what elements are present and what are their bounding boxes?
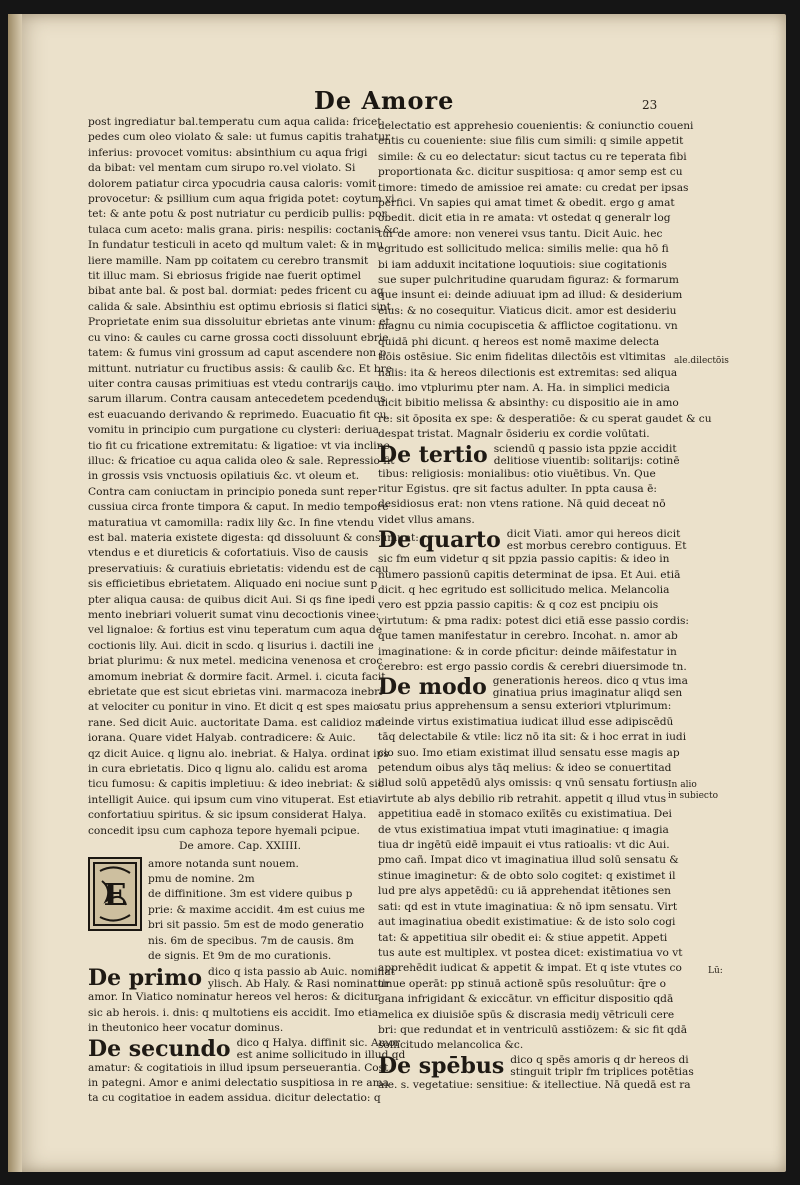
section-quarto-text xyxy=(378,552,689,675)
text-line: aut imaginatiua obedit existimatiue: & de isto solo cogi xyxy=(378,916,676,929)
text-line: bri: que redundat et in ventriculū asstiōzem: & sic fit qdā xyxy=(378,1023,688,1036)
heading-tail-line: est anime sollicitudo in illud qd xyxy=(236,1048,406,1061)
text-line: briat plurimu: & nux metel. medicina venenosa et croc xyxy=(88,655,383,668)
margin-note: In alio xyxy=(668,780,697,790)
text-line: nalis: ita & hereos dilectionis est extremitas: sed aliqua xyxy=(378,366,678,379)
text-line: sollicitudo melancolica &c. xyxy=(378,1039,524,1052)
text-line: timore: timedo de amissioe rei amate: cu credat per ipsas xyxy=(378,181,689,194)
section-heading: De primo xyxy=(88,965,203,992)
text-line: videt vllus amans. xyxy=(378,513,475,526)
text-line: confortatiuu spiritus. & sic ipsum considerat Halya. xyxy=(88,809,367,822)
text-line: pter aliqua causa: de quibus dicit Aui. Si qs fine ipedi xyxy=(88,593,376,606)
text-line: in theutonico heer vocatur dominus. xyxy=(88,1022,284,1035)
text-line: appetitiua eadē in stomaco exiītēs cu existimatiua. Dei xyxy=(378,808,672,821)
chapter-caption: De amore. Cap. XXIIII. xyxy=(178,840,302,853)
text-line: tat: & appetitiua silr obedit ei: & stiue appetit. Appeti xyxy=(378,931,668,944)
text-line: cu vino: & caules cu carne grossa cocti dissoluunt ebrie xyxy=(88,331,389,344)
heading-tail-line: ylisch. Ab Haly. & Rasi nominatur xyxy=(208,978,390,991)
text-line: tiua dr ingētū eidē impauit ei vtus ratioalis: vt dic Aui. xyxy=(378,839,670,852)
page-gutter xyxy=(8,14,22,1172)
text-line: lud pre alys appetēdū: cu iā apprehendat itētiones sen xyxy=(378,885,671,898)
text-line: despat tristat. Magnalr ōsideriu ex cordie volūtati. xyxy=(378,428,650,441)
text-line: egritudo est sollicitudo melica: similis melie: qua hō fi xyxy=(378,243,669,256)
text-line: rane. Sed dicit Auic. auctoritate Dama. est calidioz ma xyxy=(88,716,382,729)
text-line: tur de amore: non venerei vsus tantu. Dicit Auic. hec xyxy=(378,227,663,240)
initial-block xyxy=(88,857,372,965)
heading-tail-line: dicit Viati. amor qui hereos dicit xyxy=(506,528,681,541)
text-line: vel lignaloe: & fortius est vinu teperatum cum aqua de xyxy=(88,624,383,637)
text-line: calida & sale. Absinthiu est optimu ebriosis si flatici sint. xyxy=(88,300,395,313)
text-line: cerebro: est ergo passio cordis & cerebri diuersimode tn. xyxy=(378,661,687,673)
text-line: prie: & maxime accidit. 4m est cuius me xyxy=(148,903,365,916)
text-line: dicit. q hec egritudo est sollicitudo melica. Melancolia xyxy=(378,583,670,596)
text-line: de diffinitione. 3m est videre quibus p xyxy=(148,888,353,901)
heading-tail-line: dico q spēs amoris q dr hereos di xyxy=(510,1053,689,1066)
section-primo-heading xyxy=(88,965,395,992)
text-line: amore notanda sunt nouem. xyxy=(148,857,299,870)
text-line: ta cu cogitatioe in eadem assidua. dicitur delectatio: q xyxy=(88,1092,381,1105)
text-line: de signis. Et 9m de mo curationis. xyxy=(148,949,332,962)
text-line: vtendus e et diureticis & cofortatiuis. Viso de causis xyxy=(88,547,369,560)
text-line: aie. s. vegetatiue: sensitiue: & itellectiue. Nā quedā est ra xyxy=(378,1078,691,1091)
text-line: post ingrediatur bal.temperatu cum aqua calida: fricet xyxy=(88,116,382,128)
initial-text xyxy=(148,857,372,965)
section-tertio-text xyxy=(378,467,678,529)
text-line: concedit ipsu cum caphoza tepore hyemali pcipue. xyxy=(88,824,360,837)
text-line: satu prius apprehensum a sensu exteriori vtplurimum: xyxy=(378,700,672,713)
text-line: amatur: & cogitatiois in illud ipsum perseuerantia. Cost. xyxy=(88,1061,392,1074)
heading-tail-line: dico q Halya. diffinit sic. Amor xyxy=(236,1036,401,1049)
text-line: maturatiua vt camomilla: radix lily &c. In fine vtendu xyxy=(88,516,375,529)
text-line: tus aute est multiplex. vt postea dicet: existimatiua vo vt xyxy=(378,946,683,959)
text-line: tāq delectabile & vtile: licz nō ita sit: & i hoc errat in iudi xyxy=(378,731,687,744)
text-line: cio suo. Imo etiam existimat illud sensatu esse magis ap xyxy=(378,746,680,759)
section-tertio-heading xyxy=(378,443,678,467)
section-quarto-heading xyxy=(378,527,687,554)
text-line: tet: & ante potu & post nutriatur cu perdicib pullis: por xyxy=(88,208,387,221)
heading-tail-line: est morbus cerebro contiguus. Et xyxy=(506,540,687,553)
text-line: sarum illarum. Contra causam antecedetem pcedendus xyxy=(88,393,386,406)
text-line: bi iam adduxit incitatione loquutiois: siue cogitationis xyxy=(378,258,667,271)
text-line: tinue operāt: pp stinuā actionē spūs resoluūtur: q̄re o xyxy=(378,977,666,990)
heading-tail-line: ginatiua prius imaginatur aliqd sen xyxy=(492,687,683,700)
section-specibus-text xyxy=(378,1078,691,1093)
text-line: in cura ebrietatis. Dico q lignu alo. calidu est aroma xyxy=(88,763,368,776)
text-line: imaginatione: & in corde pficitur: deinde māifestatur in xyxy=(378,645,677,658)
text-line: re: sit ōposita ex spe: & desperatiōe: & cu sperat gaudet & cu xyxy=(378,412,712,425)
text-line: tiōis ostēsiue. Sic enim fidelitas dilectōis est vltimitas xyxy=(378,351,666,364)
text-line: tio fit cu fricatione extremitatu: & ligatioe: vt via incline xyxy=(88,439,390,452)
text-line: gana infrigidant & exiccātur. vn efficitur dispositio qdā xyxy=(378,993,674,1006)
text-line: obedit. dicit etia in re amata: vt ostedat q generalr log xyxy=(378,212,671,225)
text-line: In fundatur testiculi in aceto qd multum valet: & in mu xyxy=(88,239,384,252)
text-line: provocetur: & psillium cum aqua frigida potet: coytum vi xyxy=(88,193,395,206)
page-title: De Amore xyxy=(314,86,455,115)
text-line: tulaca cum aceto: malis grana. piris: nespilis: coctanis &c. xyxy=(88,223,403,236)
text-line: sic fm eum videtur q sit ppzia passio capitis: & ideo in xyxy=(378,553,670,566)
text-line: eius: & no cosequitur. Viaticus dicit. amor est desideriu xyxy=(378,304,677,317)
heading-tail-line: sciendū q passio ista ppzie accidit xyxy=(493,442,677,455)
text-line: mento inebriari voluerit sumat vinu decoctionis vinee: xyxy=(88,609,380,621)
section-heading: De secundo xyxy=(88,1035,231,1062)
section-secundo-heading xyxy=(88,1035,406,1062)
text-line: amomum inebriat & dormire facit. Armel. i. cicuta facit xyxy=(88,670,386,683)
text-line: simile: & cu eo delectatur: sicut tactus cu re teperata fibi xyxy=(378,150,687,163)
text-line: pmo cañ. Impat dico vt imaginatiua illud solū sensatu & xyxy=(378,854,679,867)
section-heading: De tertio xyxy=(378,441,488,468)
text-line: amor. In Viatico nominatur hereos vel heros: & dicitur xyxy=(88,991,380,1004)
text-line: apprehēdit iudicat & appetit & impat. Et q iste vtutes co xyxy=(378,962,682,975)
text-line: ticu fumosu: & capitis impletiuu: & ideo inebriat: & sic xyxy=(88,778,384,791)
text-line: da bibat: vel mentam cum sirupo ro.vel violato. Si xyxy=(88,162,356,175)
section-secundo-text xyxy=(88,1061,392,1107)
text-line: petendum oibus alys tāq melius: & ideo se conuertitad xyxy=(378,762,672,775)
text-line: quidā phi dicunt. q hereos est nomē maxime delecta xyxy=(378,335,660,348)
text-line: qz dicit Auice. q lignu alo. inebriat. & Halya. ordinat ips xyxy=(88,747,389,760)
text-line: illuc: & fricatioe cu aqua calida oleo & sale. Repressio fit xyxy=(88,454,395,467)
text-line: vomitu in principio cum purgatione cu clysteri: deriua xyxy=(88,424,379,437)
text-line: pedes cum oleo violato & sale: ut fumus capitis trahatur xyxy=(88,131,391,144)
text-line: que insunt ei: deinde adiuuat ipm ad illud: & desiderium xyxy=(378,289,683,302)
text-line: ebrietate que est sicut ebrietas vini. marmacoza inebri xyxy=(88,686,383,699)
text-line: preservatiuis: & curatiuis ebrietatis: videndu est de cau xyxy=(88,562,389,575)
text-line: magnu cu nimia cocupiscetia & afflictoe cogitationu. vn xyxy=(378,320,678,333)
svg-text:E: E xyxy=(103,877,127,913)
text-line: perfici. Vn sapies qui amat timet & obedit. ergo g amat xyxy=(378,197,675,210)
text-line: stinue imaginetur: & de obto solo cogitet: q existimet il xyxy=(378,869,676,882)
heading-tail-line: dico q ista passio ab Auic. nominat xyxy=(208,966,395,979)
text-line: pmu de nomine. 2m xyxy=(148,872,255,885)
text-line: ritur Egistus. qre sit factus adulter. In ppta causa ē: xyxy=(378,482,657,495)
text-line: intelligit Auice. qui ipsum cum vino vituperat. Est etia xyxy=(88,793,379,806)
text-line: sis efficietibus ebrietatem. Aliquado eni nociue sunt p xyxy=(88,578,378,591)
text-line: dolorem patiatur circa ypocudria causa caloris: vomit xyxy=(88,177,377,190)
text-line: tit illuc mam. Si ebriosus frigide nae fuerit optimel xyxy=(88,270,361,283)
initial-ornament-icon xyxy=(92,861,138,927)
text-line: uiter contra causas primitiuas est vtedu contrarijs cau xyxy=(88,377,381,390)
section-modo-heading xyxy=(378,674,688,701)
text-line: est bal. materia existete digesta: qd dissoluunt & consumunt: xyxy=(88,531,419,544)
heading-tail-line: delitiose viuentib: solitarijs: cotinē xyxy=(493,454,680,467)
heading-tail-line: generationis hereos. dico q vtus ima xyxy=(492,675,688,688)
margin-note: Lū: xyxy=(708,966,723,976)
section-heading: De modo xyxy=(378,674,487,701)
text-line: in pategni. Amor e animi delectatio suspitiosa in re ama xyxy=(88,1076,389,1089)
text-line: illud solū appetēdū alys omissis: q vnū sensatu fortius xyxy=(378,777,669,790)
text-line: entis cu coueniente: siue filis cum simili: q simile appetit xyxy=(378,135,684,148)
text-line: do. imo vtplurimu pter nam. A. Ha. in simplici medicia xyxy=(378,381,670,394)
text-line: tatem: & fumus vini grossum ad caput ascendere non p xyxy=(88,347,387,360)
text-line: vero est ppzia passio capitis: & q coz est pncipiu ois xyxy=(378,599,659,612)
text-line: cussiua circa fronte timpora & caput. In medio tempore xyxy=(88,501,389,514)
text-line: de vtus existimatiua impat vtuti imaginatiue: q imagia xyxy=(378,823,669,836)
section-primo-text xyxy=(88,990,380,1036)
section-specibus-heading xyxy=(378,1052,694,1079)
text-line: virtute ab alys debilio rib retrahit. appetit q illud vtus xyxy=(378,792,667,805)
text-line: bibat ante bal. & post bal. dormiat: pedes fricent cu aq xyxy=(88,285,384,298)
page-number: 23 xyxy=(642,98,658,112)
heading-tail-line: stinguit triplr fm triplices potētias xyxy=(510,1065,694,1078)
text-line: numero passionū capitis determinat de ipsa. Et Aui. etiā xyxy=(378,568,681,581)
text-line: tibus: religiosis: monialibus: otio viuētibus. Vn. Que xyxy=(378,467,656,480)
text-line: dicit bibitio melissa & absinthy: cu dispositio aie in amo xyxy=(378,397,679,410)
text-line: iorana. Quare videt Halyab. contradicere: & Auic. xyxy=(88,732,356,745)
text-line: sic ab herois. i. dnis: q multotiens eis accidit. Imo etia xyxy=(88,1006,379,1019)
left-column-text xyxy=(88,115,419,839)
text-line: melica ex diuisiōe spūs & discrasia mediȷ vētriculi cere xyxy=(378,1008,675,1021)
text-line: delectatio est apprehesio couenientis: & coniunctio coueni xyxy=(378,120,694,132)
text-line: est euacuando derivando & reprimedo. Euacuatio fit cu xyxy=(88,408,387,421)
text-line: inferius: provocet vomitus: absinthium cu aqua frigi xyxy=(88,146,368,159)
text-line: in grossis vsis vnctuosis opilatiuis &c. vt oleum et. xyxy=(88,470,360,483)
book-page xyxy=(8,14,786,1172)
section-heading: De quarto xyxy=(378,527,501,554)
text-line: virtutum: & pma radix: potest dici etiā esse passio cordis: xyxy=(378,614,689,627)
margin-note: in subiecto xyxy=(668,791,718,801)
decorated-initial xyxy=(88,857,142,931)
text-line: desidiosus erat: non vtens ratione. Nā quid deceat nō xyxy=(378,498,666,511)
text-line: Contra cam coniuctam in principio poneda sunt reper xyxy=(88,485,377,498)
margin-note: ale.dilectōis xyxy=(674,356,729,366)
text-line: deinde virtus existimatiua iudicat illud esse adipiscēdū xyxy=(378,715,674,728)
section-heading: De spēbus xyxy=(378,1052,505,1079)
text-line: bri sit passio. 5m est de modo generatio xyxy=(148,919,364,932)
text-line: sue super pulchritudine quarudam figuraz: & formarum xyxy=(378,274,679,287)
left-column xyxy=(88,115,419,1107)
text-line: at velociter cu ponitur in vino. Et dicit q est spes maio xyxy=(88,701,380,714)
text-line: liere mamille. Nam pp coitatem cu cerebro transmit xyxy=(88,254,369,267)
text-line: coctionis lily. Aui. dicit in scdo. q lisurius i. dactili ine xyxy=(88,639,374,652)
text-line: sati: qd est in vtute imaginatiua: & nō ipm sensatu. Virt xyxy=(378,900,678,913)
text-line: nis. 6m de specibus. 7m de causis. 8m xyxy=(148,934,354,947)
text-line: mittunt. nutriatur cu fructibus assis: & caulib &c. Et bre xyxy=(88,362,393,375)
text-line: Proprietate enim sua dissoluitur ebrietas ante vinum: et xyxy=(88,316,390,329)
text-line: proportionata &c. dicitur suspitiosa: q amor semp est cu xyxy=(378,166,683,179)
text-line: que tamen manifestatur in cerebro. Incohat. n. amor ab xyxy=(378,630,678,643)
